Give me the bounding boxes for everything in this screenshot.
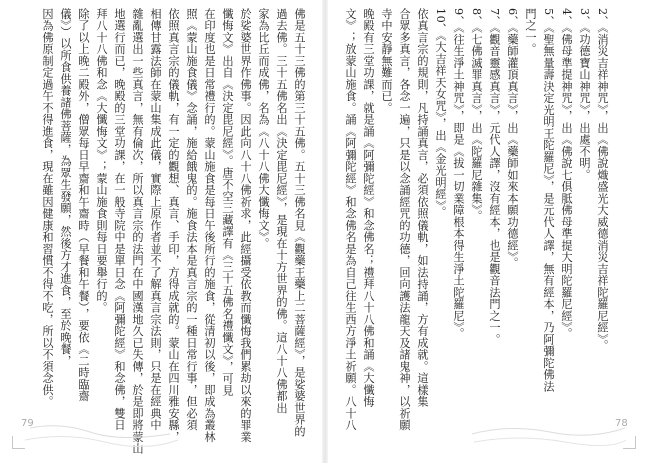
right-page — [325, 0, 650, 463]
left-text-column: 照《蒙山施食儀》念誦，施給餓鬼的。施食法本是真言宗的一種日常行事，但必須 — [185, 8, 198, 431]
right-text-column: 10、《大吉祥天女咒》，出《金光明經》。 — [434, 8, 447, 219]
left-text-column: 因為佛原制定過午不得進食，現在雖因健康和習慣不得不吃，所以不須念供。 — [41, 8, 54, 408]
left-text-column: 在印度也是日常禮行的。蒙山施食是每日午後所行的施食，從清初以後，即成為叢林 — [203, 8, 216, 443]
right-text-column: 2、《消災吉祥神咒》，出《佛說熾盛光大威德消災吉祥陀羅尼經》。 — [596, 8, 609, 352]
right-text-column: 合眾多真言，各念一遍，只是以念誦經咒的功德，回向護法龍天及諸鬼神，以祈願 — [398, 8, 411, 431]
right-text-column: 依真言宗的規則，凡持誦真言，必須依照儀軌，如法持誦，方有成就。這樣集 — [416, 8, 429, 408]
left-text-column: 家為比丘而成佛，名為《八十八佛大懺悔文》。 — [257, 8, 270, 250]
right-text-column: 4、《佛母準提神咒》，出《佛說七俱胝佛母準提大明陀羅尼經》。 — [560, 8, 573, 340]
right-text-column: 7、《觀音靈感真言》，元代人譯，沒有經本，也是觀音法門之一。 — [488, 8, 501, 346]
right-text-column: 9、《往生淨土神咒》，即是《拔一切業障根本得生淨土陀羅尼》。 — [452, 8, 465, 340]
page-number: 79 — [21, 418, 34, 429]
left-text-column: 雜亂選出一些真言，無有倫次，所以真言宗的法門在中國漢地久已失傳，於是即將蒙山 — [131, 8, 144, 455]
left-text-column: 除了以上晚二殿外，僧眾每日早齋和午齋時（早餐和午餐），要依《二時臨齋 — [77, 8, 90, 402]
left-text-column: 拜八十八佛和念《大懺悔文》；蒙山施食則每日要舉行的。 — [95, 8, 108, 314]
left-text-column: 佛是五十三佛的第三十五佛。五十三佛名見《觀藥王藥上二菩薩經》，是娑婆世界的 — [293, 8, 306, 438]
left-text-column: 過去佛。三十五佛名出《決定毘尼經》，是現在十方世界的佛。這八十八佛都出 — [275, 8, 288, 414]
left-text-column: 儀》）以所食供養諸佛菩薩，為眾生發願，然後方才進食，至於晚餐， — [59, 8, 72, 367]
left-footer-ornament — [20, 420, 180, 450]
right-text-column: 文》；放蒙山施食。誦《阿彌陀經》和念佛名是為自己往生西方淨土祈願。八十八 — [344, 8, 357, 431]
right-text-column: 5、《聖無量壽決定光明王陀羅尼》，是元代人譯，無有經本，乃阿彌陀佛法 — [542, 8, 555, 393]
page-number: 78 — [615, 418, 628, 429]
right-corner-mark — [623, 436, 636, 449]
left-text-column: 相傳甘露法師在蒙山集成此儀，實際上原作者並不了解真言宗法則，只是在經典中 — [149, 8, 162, 431]
left-text-column: 依照真言宗的儀軌，有一定的觀想、真言、手印，方得成就的。蒙山在四川雅安縣， — [167, 8, 180, 443]
right-text-column: 6、《藥師灌頂真言》，出《藥師如來本願功德經》。 — [506, 8, 519, 270]
right-footer-ornament — [470, 420, 630, 450]
left-text-column: 於娑婆世界作佛事。因此向八十八佛祈求，此經攝受依教而懺悔我們累劫以來的罪業 — [239, 8, 252, 443]
left-text-column: 地選行而已，晚殿的三堂功課，在一般寺院中是單日念《阿彌陀經》和念佛，雙日 — [113, 8, 126, 431]
right-text-column: 寺中安靜無難而已。 — [380, 8, 393, 114]
right-text-column: 晚殿有三堂功課，就是誦《阿彌陀經》和念佛名；禮拜八十八佛和誦《大懺悔 — [362, 8, 375, 408]
left-corner-mark — [12, 436, 25, 449]
left-text-column: 懺悔文》出自《決定毘尼經》。唐不空三藏譯有《三十五佛名禮懺文》，可見 — [221, 8, 234, 397]
right-text-column: 3、《功德寶山神咒》，出處不明。 — [578, 8, 591, 181]
right-text-column: 8、《七佛滅罪真言》，出《陀羅尼雜集》。 — [470, 8, 483, 223]
right-text-column: 門之一。 — [524, 8, 537, 55]
